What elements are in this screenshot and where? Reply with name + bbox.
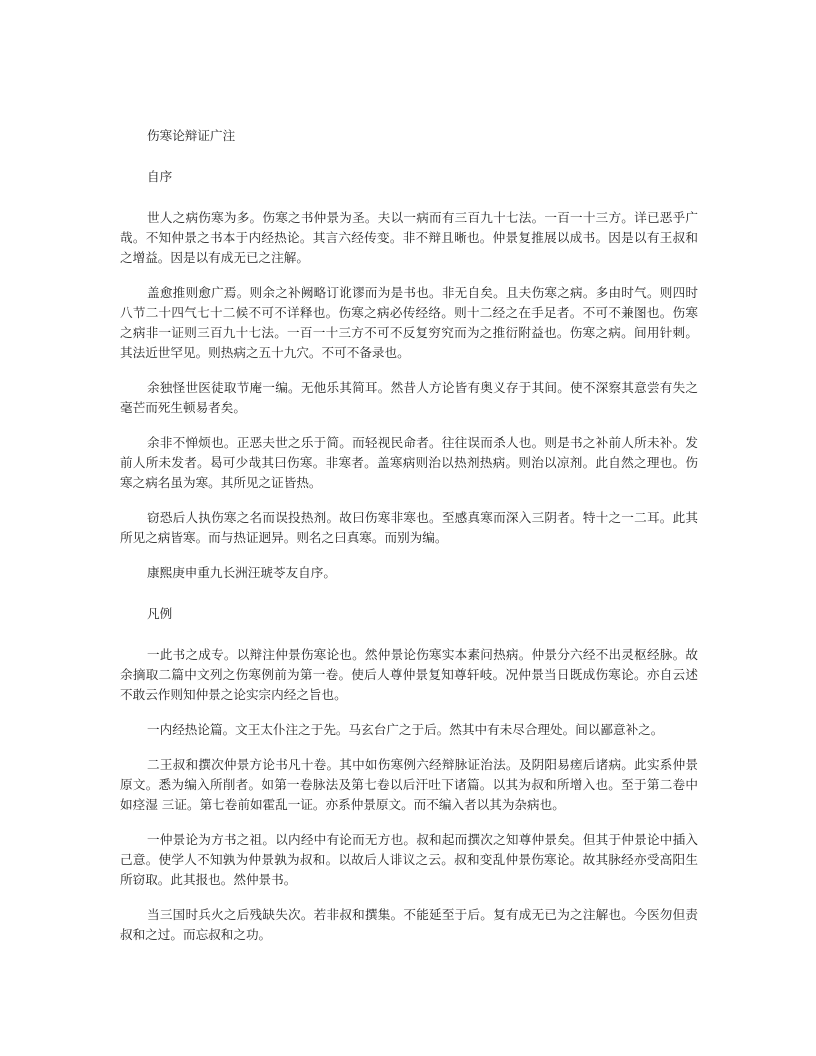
fanli-heading: 凡例 — [147, 606, 173, 621]
preface-paragraph-2: 盖愈推则愈广焉。则余之补阙略订讹谬而为是书也。非无自矣。且夫伤寒之病。多由时气。则四时八节二十四气七十二候不可不详释也。伤寒之病必传经络。则十二经之在手足者。不可不兼图也。伤寒之病非一证则三百九十七法。一百一十三方不可不反复穷究而为之推衍附益也。伤寒之病。间用针刺。其法近世罕见。则热病之五十九穴。不可不备录也。 — [120, 285, 698, 360]
document-page — [120, 126, 698, 960]
preface-signature: 康熙庚申重九长洲汪琥苓友自序。 — [147, 565, 336, 580]
preface-paragraph-5: 窃恐后人执伤寒之名而误投热剂。故曰伤寒非寒也。至感真寒而深入三阴者。特十之一二耳。此其所见之病皆寒。而与热证迥异。则名之曰真寒。而别为编。 — [120, 510, 698, 545]
fanli-paragraph-2: 一内经热论篇。文王太仆注之于先。马玄台广之于后。然其中有未尽合理处。间以鄙意补之。 — [147, 722, 664, 737]
preface-paragraph-3: 余独怪世医徒取节庵一编。无他乐其简耳。然昔人方论皆有奥义存于其间。使不深察其意尝有失之毫芒而死生顿易者矣。 — [120, 380, 698, 415]
preface-paragraph-4: 余非不惮烦也。正恶夫世之乐于简。而轻视民命者。往往误而杀人也。则是书之补前人所未补。发前人所未发者。曷可少哉其曰伤寒。非寒者。盖寒病则治以热剂热病。则治以凉剂。此自然之理也。伤寒之病名虽为寒。其所见之证皆热。 — [120, 435, 698, 490]
fanli-paragraph-5: 当三国时兵火之后残缺失次。若非叔和撰集。不能延至于后。复有成无已为之注解也。今医勿但责叔和之过。而忘叔和之功。 — [120, 907, 698, 942]
fanli-paragraph-4: 一仲景论为方书之祖。以内经中有论而无方也。叔和起而撰次之知尊仲景矣。但其于仲景论中插入己意。使学人不知孰为仲景孰为叔和。以故后人诽议之云。叔和变乱仲景伤寒论。故其脉经亦受高阳生所窃取。此其报也。然仲景书。 — [120, 832, 698, 887]
fanli-paragraph-1: 一此书之成专。以辩注仲景伤寒论也。然仲景论伤寒实本素问热病。仲景分六经不出灵枢经脉。故余摘取二篇中文列之伤寒例前为第一卷。使后人尊仲景复知尊轩岐。况仲景当日既成伤寒论。亦自云述不敢云作则知仲景之论实宗内经之旨也。 — [120, 647, 698, 702]
preface-paragraph-1: 世人之病伤寒为多。伤寒之书仲景为圣。夫以一病而有三百九十七法。一百一十三方。详已恶乎广哉。不知仲景之书本于内经热论。其言六经传变。非不辩且晰也。仲景复推展以成书。因是以有王叔和之增益。因是以有成无已之注解。 — [120, 210, 698, 265]
fanli-paragraph-3: 二王叔和撰次仲景方论书凡十卷。其中如伤寒例六经辩脉证治法。及阴阳易瘥后诸病。此实系仲景原文。悉为编入所削者。如第一卷脉法及第七卷以后汗吐下诸篇。以其为叔和所增入也。至于第二卷中如痉湿 三证。第七卷前如霍乱一证。亦系仲景原文。而不编入者以其为杂病也。 — [120, 757, 698, 812]
preface-heading: 自序 — [147, 169, 173, 184]
document-title: 伤寒论辩证广注 — [147, 128, 236, 143]
